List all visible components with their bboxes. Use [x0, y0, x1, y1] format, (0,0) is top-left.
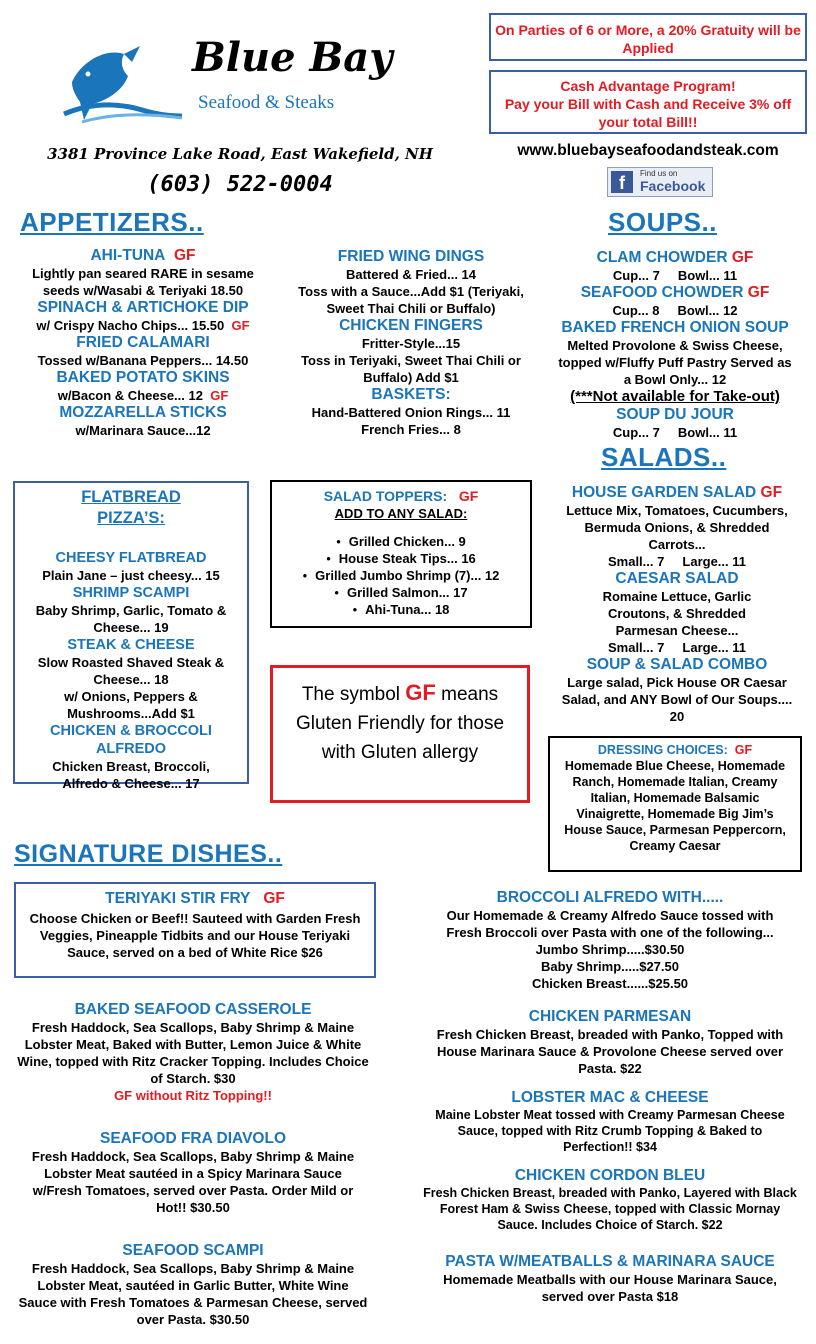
soup-du-jour-title: SOUP DU JOUR: [616, 406, 734, 423]
onion-soup-desc: Melted Provolone & Swiss Cheese, topped w/Fluffy Puff Pastry Served as a Bowl Only... 12: [558, 338, 792, 387]
chicken-fingers-title: CHICKEN FINGERS: [339, 317, 483, 334]
facebook-icon: f: [611, 171, 633, 193]
house-salad-desc: Lettuce Mix, Tomatoes, Cucumbers, Bermuda Onions, & Shredded Carrots...: [566, 503, 788, 552]
broccoli-alfredo-option: Baby Shrimp.....$27.50: [540, 959, 679, 974]
broccoli-alfredo-option: Chicken Breast......$25.50: [531, 976, 689, 991]
casserole-desc: Fresh Haddock, Sea Scallops, Baby Shrimp & Maine Lobster Meat, Baked with Butter, Lemon Juice & White Wine, topped with Ritz Cracker Topping. Includes Choice of Starch. $30: [17, 1020, 369, 1086]
brand-subtitle: Seafood & Steaks: [198, 92, 335, 113]
casserole-title: BAKED SEAFOOD CASSEROLE: [74, 1001, 312, 1018]
soup-salad-combo-title: SOUP & SALAD COMBO: [586, 656, 768, 673]
seafood-chowder-price: Cup... 8 Bowl... 12: [612, 303, 738, 318]
wing-dings-sauce: Toss with a Sauce...Add $1 (Teriyaki, Sweet Thai Chili or Buffalo): [298, 284, 524, 316]
topper-item: • Grilled Jumbo Shrimp (7)... 12: [272, 567, 530, 584]
salad-toppers-list: [272, 533, 530, 618]
topper-item: • Ahi-Tuna... 18: [272, 601, 530, 618]
french-fries: French Fries... 8: [361, 422, 461, 437]
calamari-desc: Tossed w/Banana Peppers... 14.50: [37, 353, 249, 368]
onion-rings: Hand-Battered Onion Rings... 11: [311, 405, 511, 420]
cash-advantage-notice: [489, 70, 807, 134]
caesar-salad-title: CAESAR SALAD: [615, 570, 739, 587]
chicken-parmesan-title: CHICKEN PARMESAN: [528, 1008, 692, 1025]
soup-salad-combo-desc: Large salad, Pick House OR Caesar Salad, and ANY Bowl of Our Soups.... 20: [561, 675, 793, 724]
soups-column: [540, 249, 810, 441]
dressing-choices-box: [548, 736, 802, 872]
clam-chowder-title: CLAM CHOWDER GF: [596, 249, 754, 266]
logo: [62, 34, 393, 125]
appetizers-heading: APPETIZERS..: [20, 207, 204, 237]
dressing-title: DRESSING CHOICES: GF: [597, 743, 753, 757]
steak-cheese-flatbread-title: STEAK & CHEESE: [67, 637, 195, 653]
facebook-find-text: Find us on: [640, 169, 678, 178]
signature-dishes-heading: SIGNATURE DISHES..: [14, 840, 283, 868]
ahi-tuna-title: AHI-TUNA GF: [90, 247, 196, 264]
spinach-dip-title: SPINACH & ARTICHOKE DIP: [37, 299, 249, 316]
signature-right-column: [418, 889, 802, 1305]
teriyaki-box: [14, 882, 376, 978]
seafood-scampi-desc: Fresh Haddock, Sea Scallops, Baby Shrimp & Maine Lobster Meat, sautéed in Garlic Butter, White Wine Sauce with Fresh Tomatoes & Parmesan Cheese, served over Pasta. $30.50: [18, 1261, 368, 1327]
chicken-broccoli-flatbread-desc: Chicken Breast, Broccoli, Alfredo & Cheese... 17: [52, 759, 210, 791]
broccoli-alfredo-desc: Our Homemade & Creamy Alfredo Sauce tossed with Fresh Broccoli over Pasta with one of the following...: [446, 908, 774, 940]
potato-skins-desc: w/Bacon & Cheese... 12 GF: [57, 388, 229, 403]
topper-item: • Grilled Chicken... 9: [272, 533, 530, 550]
chicken-parmesan-desc: Fresh Chicken Breast, breaded with Panko, Topped with House Marinara Sauce & Provolone Cheese served over Pasta. $22: [436, 1027, 784, 1076]
pasta-meatballs-title: PASTA W/MEATBALLS & MARINARA SAUCE: [445, 1253, 775, 1270]
caesar-salad-desc: Romaine Lettuce, Garlic Croutons, & Shredded Parmesan Cheese...: [602, 589, 752, 638]
salad-toppers-title: SALAD TOPPERS: GF: [323, 488, 479, 504]
teriyaki-desc: Choose Chicken or Beef!! Sauteed with Garden Fresh Veggies, Pineapple Tidbits and our House Teriyaki Sauce, served on a bed of White Rice $26: [29, 911, 361, 960]
broccoli-alfredo-option: Jumbo Shrimp.....$30.50: [535, 942, 685, 957]
address: 3381 Province Lake Road, East Wakefield, NH: [47, 145, 433, 163]
fish-logo-icon: [62, 40, 182, 125]
dressing-list: Homemade Blue Cheese, Homemade Ranch, Homemade Italian, Creamy Italian, Homemade Balsamic Vinaigrette, Homemade Big Jim’s House Sauce, Parmesan Peppercorn, Creamy Caesar: [564, 759, 786, 853]
caesar-salad-price: Small... 7 Large... 11: [607, 640, 746, 655]
website-link[interactable]: www.bluebayseafoodandsteak.com: [517, 142, 779, 159]
appetizers-middle-column: [280, 248, 542, 438]
soups-heading: SOUPS..: [608, 207, 717, 237]
ahi-tuna-desc: Lightly pan seared RARE in sesame seeds w/Wasabi & Teriyaki 18.50: [32, 266, 254, 298]
soup-du-jour-price: Cup... 7 Bowl... 11: [612, 425, 738, 440]
cheesy-flatbread-title: CHEESY FLATBREAD: [55, 550, 207, 566]
gluten-friendly-note: The symbol GF means Gluten Friendly for those with Gluten allergy: [270, 665, 530, 803]
clam-chowder-price: Cup... 7 Bowl... 11: [612, 268, 738, 283]
cordon-bleu-title: CHICKEN CORDON BLEU: [514, 1167, 706, 1184]
calamari-title: FRIED CALAMARI: [76, 334, 210, 351]
gratuity-notice: On Parties of 6 or More, a 20% Gratuity will be Applied: [489, 13, 807, 61]
wing-dings-desc: Battered & Fried... 14: [345, 267, 477, 282]
house-salad-price: Small... 7 Large... 11: [607, 554, 746, 569]
facebook-button[interactable]: [607, 167, 713, 197]
shrimp-scampi-flatbread-title: SHRIMP SCAMPI: [72, 585, 190, 601]
spinach-dip-desc: w/ Crispy Nacho Chips... 15.50 GF: [36, 318, 250, 333]
salad-toppers-subtitle: ADD TO ANY SALAD:: [334, 506, 468, 521]
pasta-meatballs-desc: Homemade Meatballs with our House Marinara Sauce, served over Pasta $18: [443, 1272, 777, 1304]
fra-diavolo-desc: Fresh Haddock, Sea Scallops, Baby Shrimp & Maine Lobster Meat sautéed in a Spicy Marinara Sauce w/Fresh Tomatoes, served over Pasta. Order Mild or Hot!! $30.50: [31, 1149, 355, 1215]
baskets-title: BASKETS:: [371, 386, 451, 403]
onion-soup-note: (***Not available for Take-out): [570, 388, 780, 405]
mozzarella-title: MOZZARELLA STICKS: [59, 404, 227, 421]
seafood-chowder-title: SEAFOOD CHOWDER GF: [580, 284, 770, 301]
salad-toppers-box: [270, 480, 532, 628]
brand-name: Blue Bay: [192, 34, 393, 81]
casserole-gf-note: GF without Ritz Topping!!: [114, 1088, 272, 1103]
teriyaki-title: TERIYAKI STIR FRY GF: [105, 890, 285, 907]
chicken-fingers-sauce: Toss in Teriyaki, Sweet Thai Chili or Buffalo) Add $1: [301, 353, 521, 385]
house-salad-title: HOUSE GARDEN SALAD GF: [571, 484, 783, 501]
potato-skins-title: BAKED POTATO SKINS: [56, 369, 230, 386]
wing-dings-title: FRIED WING DINGS: [337, 248, 485, 265]
cheesy-flatbread-desc: Plain Jane – just cheesy... 15: [42, 568, 220, 583]
chicken-fingers-desc: Fritter-Style...15: [361, 336, 461, 351]
facebook-label: Facebook: [640, 178, 706, 194]
phone-number[interactable]: (603) 522-0004: [147, 172, 333, 197]
flatbread-box: [13, 481, 249, 791]
salads-column: [545, 484, 809, 725]
cordon-bleu-desc: Fresh Chicken Breast, breaded with Panko, Layered with Black Forest Ham & Swiss Cheese, topped with Classic Mornay Sauce. Includes Choice of Starch. $22: [423, 1186, 797, 1232]
shrimp-scampi-flatbread-desc: Baby Shrimp, Garlic, Tomato & Cheese... 19: [35, 603, 227, 635]
topper-item: • Grilled Salmon... 17: [272, 584, 530, 601]
flatbread-title: FLATBREAD PIZZA’S:: [81, 488, 181, 527]
cash-advantage-text: Pay your Bill with Cash and Receive 3% off your total Bill!!: [504, 96, 792, 130]
broccoli-alfredo-title: BROCCOLI ALFREDO WITH.....: [496, 889, 724, 906]
lobster-mac-desc: Maine Lobster Meat tossed with Creamy Parmesan Cheese Sauce, topped with Ritz Crumb Topping & Baked to Perfection!! $34: [435, 1108, 785, 1154]
topper-item: • House Steak Tips... 16: [272, 550, 530, 567]
steak-cheese-flatbread-desc: Slow Roasted Shaved Steak & Cheese... 18: [37, 655, 225, 687]
salads-heading: SALADS..: [601, 442, 727, 472]
cash-advantage-title: Cash Advantage Program!: [560, 78, 736, 94]
appetizers-left-column: [8, 247, 278, 439]
mozzarella-desc: w/Marinara Sauce...12: [75, 423, 211, 438]
steak-cheese-flatbread-addon: w/ Onions, Peppers & Mushrooms...Add $1: [64, 689, 198, 721]
onion-soup-title: BAKED FRENCH ONION SOUP: [561, 319, 789, 336]
seafood-scampi-title: SEAFOOD SCAMPI: [122, 1242, 264, 1259]
fra-diavolo-title: SEAFOOD FRA DIAVOLO: [100, 1130, 286, 1147]
lobster-mac-title: LOBSTER MAC & CHEESE: [511, 1089, 709, 1106]
signature-left-column: [10, 1001, 376, 1328]
chicken-broccoli-flatbread-title: CHICKEN & BROCCOLI ALFREDO: [50, 723, 212, 757]
